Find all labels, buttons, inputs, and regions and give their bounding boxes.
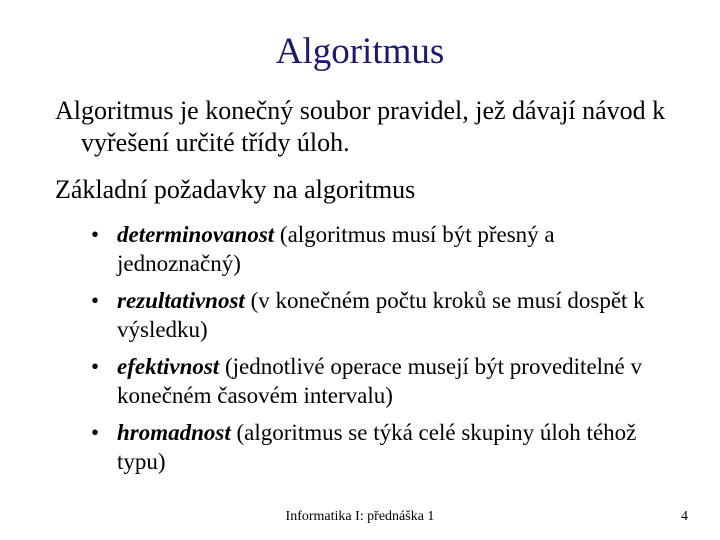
requirement-item <box>85 418 665 476</box>
requirement-term: hromadnost <box>117 420 231 445</box>
bullet-icon: • <box>90 288 100 313</box>
footer-text: Informatika I: přednáška 1 <box>285 509 435 524</box>
requirement-item <box>85 352 665 410</box>
requirement-description: (algoritmus se týká celé skupiny úloh téhož typu) <box>117 420 637 474</box>
requirement-item <box>85 220 665 278</box>
requirement-term: rezultativnost <box>117 288 245 313</box>
bullet-icon: • <box>90 354 100 379</box>
bullet-icon: • <box>90 420 100 445</box>
requirement-term: determinovanost <box>117 222 275 247</box>
requirements-heading: Základní požadavky na algoritmus <box>55 175 416 204</box>
requirement-description: (v konečném počtu kroků se musí dospět k výsledku) <box>117 288 645 342</box>
requirement-term: efektivnost <box>117 354 220 379</box>
requirement-item <box>85 286 665 344</box>
requirements-list <box>85 220 665 484</box>
page-number: 4 <box>681 509 688 524</box>
slide-title: Algoritmus <box>275 31 445 72</box>
requirement-description: (jednotlivé operace musejí být proveditelné v konečném časovém intervalu) <box>117 354 643 408</box>
definition-paragraph: Algoritmus je konečný soubor pravidel, jež dávají návod k vyřešení určité třídy úloh. <box>55 96 666 157</box>
bullet-icon: • <box>90 222 100 247</box>
requirement-description: (algoritmus musí být přesný a jednoznačný) <box>117 222 555 276</box>
